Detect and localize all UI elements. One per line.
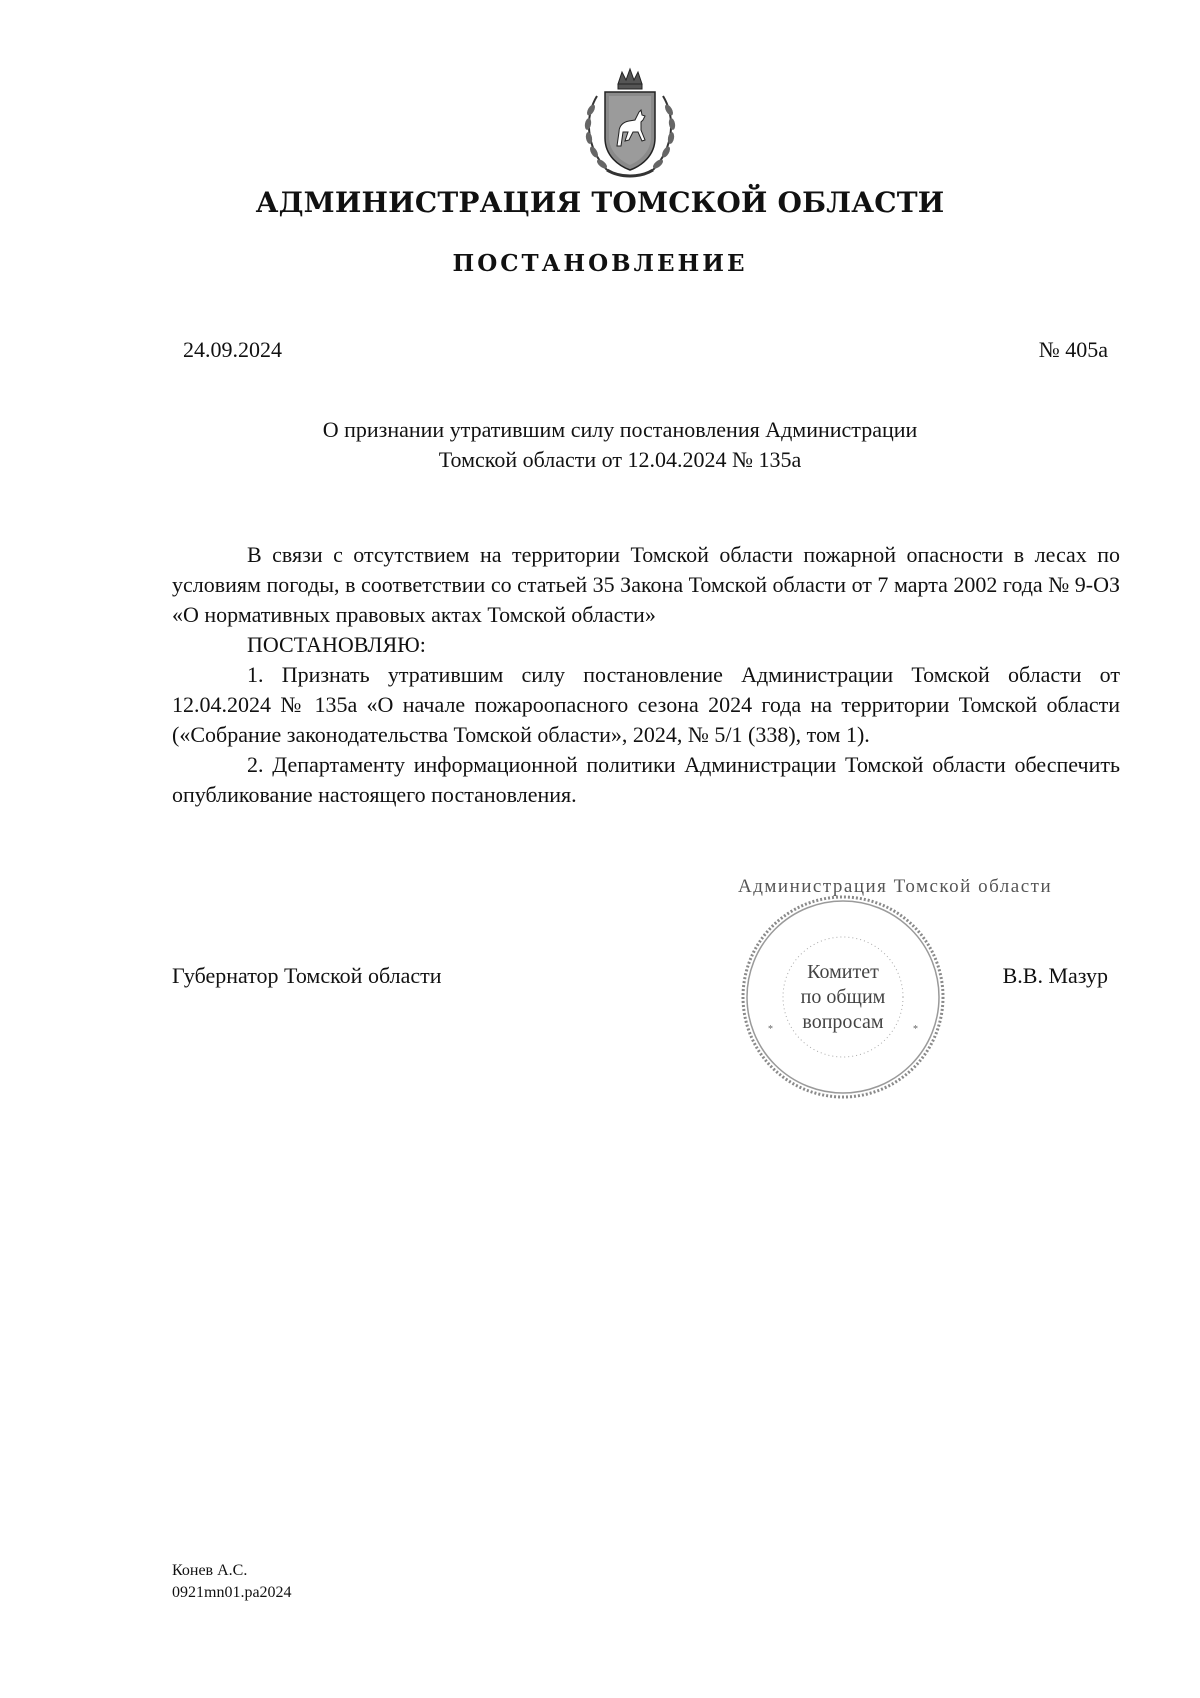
document-body [172,540,1120,810]
decree-word: ПОСТАНОВЛЯЮ: [247,632,426,657]
preamble-paragraph: В связи с отсутствием на территории Томской области пожарной опасности в лесах по условиям погоды, в соответствии со статьей 35 Закона Томской области от 7 марта 2002 года № 9-ОЗ «О нормативных правовых актах Томской области» [172,542,1120,627]
subject-line-2: Томской области от 12.04.2024 № 135а [438,447,802,472]
executor-name: Конев А.С. [172,1562,248,1579]
document-type-title: ПОСТАНОВЛЕНИЕ [452,250,748,277]
document-subject [250,415,990,475]
footer [172,1560,292,1604]
stamp-center-line-3: вопросам [802,1011,884,1033]
document-number: № 405а [1038,337,1108,362]
item-2-paragraph: 2. Департаменту информационной политики Администрации Томской области обеспечить опубликование настоящего постановления. [172,752,1120,807]
subject-line-1: О признании утратившим силу постановления Администрации [322,417,918,442]
stamp-star-right: * [913,1024,918,1035]
file-code: 0921mn01.ра2024 [172,1584,292,1601]
stamp-center-line-1: Комитет [807,961,879,983]
stamp-center-line-2: по общим [800,986,886,1008]
signatory-title: Губернатор Томской области [172,963,442,988]
organization-title: АДМИНИСТРАЦИЯ ТОМСКОЙ ОБЛАСТИ [255,186,945,219]
official-stamp [738,876,1053,1102]
signatory-name: В.В. Мазур [1002,963,1108,988]
document-date: 24.09.2024 [183,337,282,362]
coat-of-arms-emblem [575,66,685,186]
stamp-star-left: * [768,1024,773,1035]
stamp-ring-text: Администрация Томской области [738,876,1053,897]
stamp-center-text [738,960,948,1035]
item-1-paragraph: 1. Признать утратившим силу постановление Администрации Томской области от 12.04.2024 № 135а «О начале пожароопасного сезона 2024 года на территории Томской области («Собрание законодательства Томской области», 2024, № 5/1 (338), том 1). [172,662,1120,747]
